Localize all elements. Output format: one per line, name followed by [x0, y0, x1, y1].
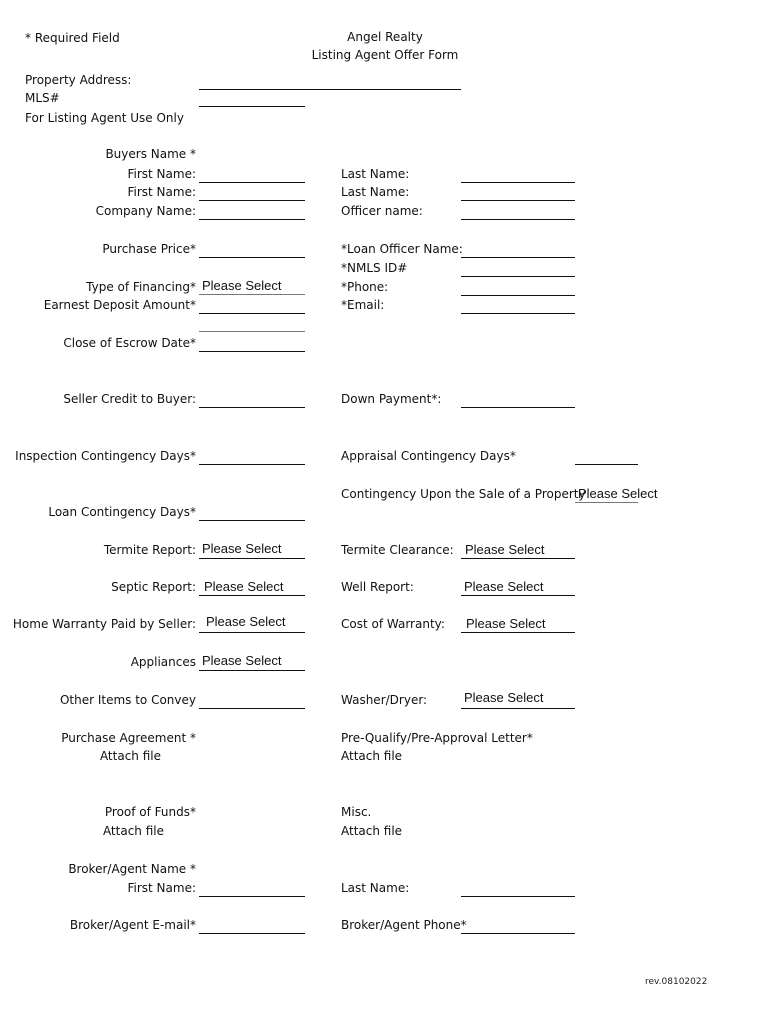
buyer1-last-name-label: Last Name:	[341, 167, 410, 181]
proof-of-funds-label: Proof of Funds*	[104, 805, 196, 819]
buyer2-first-name-field[interactable]	[199, 200, 305, 201]
other-items-field[interactable]	[199, 708, 305, 709]
loan-officer-name-label: *Loan Officer Name:	[341, 242, 463, 256]
property-address-label: Property Address:	[25, 73, 132, 87]
pre-qualify-label: Pre-Qualify/Pre-Approval Letter*	[341, 731, 533, 745]
close-of-escrow-field[interactable]	[199, 351, 305, 352]
loan-days-field[interactable]	[199, 520, 305, 521]
appliances-select[interactable]: Please Select	[202, 653, 282, 668]
down-payment-label: Down Payment*:	[341, 392, 442, 406]
termite-report-label: Termite Report:	[103, 543, 196, 557]
form-title: Listing Agent Offer Form	[311, 48, 459, 62]
earnest-deposit-label: Earnest Deposit Amount*	[43, 298, 196, 312]
broker-first-name-field[interactable]	[199, 896, 305, 897]
inspection-days-field[interactable]	[199, 464, 305, 465]
cost-of-warranty-select[interactable]: Please Select	[466, 616, 546, 631]
close-of-escrow-label: Close of Escrow Date*	[63, 336, 196, 350]
appraisal-days-label: Appraisal Contingency Days*	[341, 449, 516, 463]
proof-of-funds-attach[interactable]: Attach file	[102, 824, 164, 838]
termite-clearance-underline	[461, 558, 575, 559]
type-of-financing-label: Type of Financing*	[86, 280, 196, 294]
cost-of-warranty-underline	[461, 632, 575, 633]
required-field-note: * Required Field	[25, 31, 120, 45]
appliances-label: Appliances	[130, 655, 196, 669]
company-name-label: Company Name:	[95, 204, 196, 218]
termite-clearance-label: Termite Clearance:	[341, 543, 454, 557]
termite-clearance-select[interactable]: Please Select	[465, 542, 545, 557]
inspection-days-label: Inspection Contingency Days*	[15, 449, 196, 463]
phone-field[interactable]	[461, 295, 575, 296]
loan-days-label: Loan Contingency Days*	[48, 505, 196, 519]
appraisal-days-field[interactable]	[575, 464, 638, 465]
broker-phone-field[interactable]	[461, 933, 575, 934]
down-payment-field[interactable]	[461, 407, 575, 408]
sale-contingency-select[interactable]: Please Select	[578, 486, 658, 501]
broker-phone-label: Broker/Agent Phone*	[341, 918, 467, 932]
washer-dryer-label: Washer/Dryer:	[341, 693, 428, 707]
purchase-agreement-label: Purchase Agreement *	[61, 731, 196, 745]
mls-label: MLS#	[25, 91, 60, 105]
earnest-deposit-extra-line	[199, 331, 305, 332]
well-report-select[interactable]: Please Select	[464, 579, 544, 594]
broker-first-name-label: First Name:	[127, 881, 196, 895]
home-warranty-label: Home Warranty Paid by Seller:	[12, 617, 196, 631]
home-warranty-underline	[199, 632, 305, 633]
listing-agent-use-label: For Listing Agent Use Only	[25, 111, 184, 125]
type-of-financing-select[interactable]: Please Select	[202, 278, 282, 293]
seller-credit-field[interactable]	[199, 407, 305, 408]
home-warranty-select[interactable]: Please Select	[206, 614, 286, 629]
officer-name-label: Officer name:	[341, 204, 423, 218]
broker-last-name-field[interactable]	[461, 896, 575, 897]
buyer2-first-name-label: First Name:	[127, 185, 196, 199]
broker-name-heading: Broker/Agent Name *	[68, 862, 196, 876]
cost-of-warranty-label: Cost of Warranty:	[341, 617, 445, 631]
appliances-underline	[199, 670, 305, 671]
pre-qualify-attach[interactable]: Attach file	[341, 749, 403, 763]
loan-officer-name-field[interactable]	[461, 257, 575, 258]
broker-email-field[interactable]	[199, 933, 305, 934]
company-name-field[interactable]	[199, 219, 305, 220]
broker-email-label: Broker/Agent E-mail*	[69, 918, 196, 932]
email-label: *Email:	[341, 298, 385, 312]
sale-contingency-underline	[575, 502, 638, 503]
buyers-name-heading: Buyers Name *	[105, 147, 196, 161]
buyer1-last-name-field[interactable]	[461, 182, 575, 183]
purchase-price-field[interactable]	[199, 257, 305, 258]
nmls-id-label: *NMLS ID#	[341, 261, 408, 275]
buyer2-last-name-field[interactable]	[461, 200, 575, 201]
septic-report-select[interactable]: Please Select	[204, 579, 284, 594]
well-report-label: Well Report:	[341, 580, 414, 594]
buyer2-last-name-label: Last Name:	[341, 185, 410, 199]
company-name: Angel Realty	[347, 30, 423, 44]
earnest-deposit-field[interactable]	[199, 313, 305, 314]
buyer1-first-name-label: First Name:	[127, 167, 196, 181]
termite-report-select[interactable]: Please Select	[202, 541, 282, 556]
well-report-underline	[461, 595, 575, 596]
termite-report-underline	[199, 558, 305, 559]
officer-name-field[interactable]	[461, 219, 575, 220]
buyer1-first-name-field[interactable]	[199, 182, 305, 183]
nmls-id-field[interactable]	[461, 276, 575, 277]
other-items-label: Other Items to Convey	[59, 693, 196, 707]
type-of-financing-underline	[199, 294, 305, 295]
washer-dryer-select[interactable]: Please Select	[464, 690, 544, 705]
mls-field[interactable]	[199, 106, 305, 107]
septic-report-label: Septic Report:	[111, 580, 196, 594]
misc-label: Misc.	[341, 805, 372, 819]
sale-contingency-label: Contingency Upon the Sale of a Property	[341, 487, 586, 501]
broker-last-name-label: Last Name:	[341, 881, 410, 895]
revision-code: rev.08102022	[645, 977, 708, 987]
phone-label: *Phone:	[341, 280, 389, 294]
septic-report-underline	[199, 595, 305, 596]
purchase-price-label: Purchase Price*	[102, 242, 196, 256]
misc-attach[interactable]: Attach file	[341, 824, 403, 838]
washer-dryer-underline	[461, 708, 575, 709]
purchase-agreement-attach[interactable]: Attach file	[99, 749, 161, 763]
property-address-field[interactable]	[199, 89, 461, 90]
seller-credit-label: Seller Credit to Buyer:	[63, 392, 196, 406]
email-field[interactable]	[461, 313, 575, 314]
